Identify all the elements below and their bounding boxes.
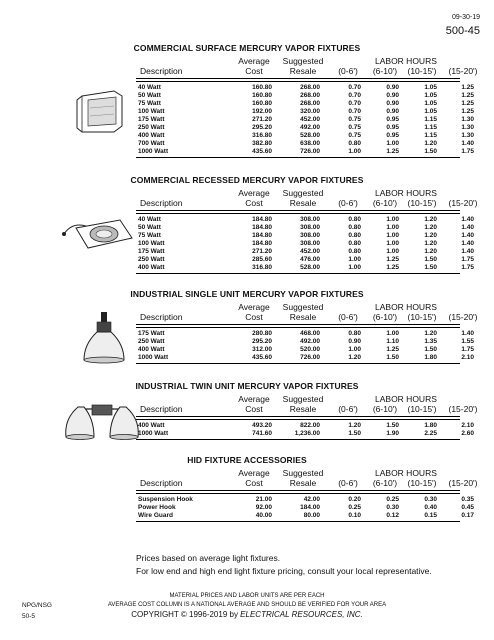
row-value: 1.00 <box>386 330 399 337</box>
row-value: 308.00 <box>300 232 320 239</box>
col-cost: Cost <box>245 312 263 322</box>
table-row <box>0 256 494 264</box>
row-description: 1000 Watt <box>138 148 169 155</box>
col-average: Average <box>238 56 270 66</box>
row-value: 1.00 <box>386 240 399 247</box>
section-title: INDUSTRIAL SINGLE UNIT MERCURY VAPOR FIXTURES <box>130 289 364 299</box>
row-value: 2.25 <box>424 430 437 437</box>
col-average: Average <box>238 302 270 312</box>
table-row <box>0 264 494 272</box>
col-average: Average <box>238 188 270 198</box>
row-value: 0.95 <box>386 132 399 139</box>
row-value: 476.00 <box>300 256 320 263</box>
row-value: 1.15 <box>424 132 437 139</box>
table-row <box>0 92 494 100</box>
row-value: 1.25 <box>386 264 399 271</box>
row-value: 1.05 <box>424 108 437 115</box>
row-value: 160.80 <box>252 100 272 107</box>
row-value: 1.40 <box>461 216 474 223</box>
row-value: 1.75 <box>461 346 474 353</box>
row-value: 1.40 <box>461 240 474 247</box>
row-value: 1.50 <box>348 430 361 437</box>
row-value: 2.10 <box>461 354 474 361</box>
table-row <box>0 84 494 92</box>
row-description: 40 Watt <box>138 216 161 223</box>
row-value: 1.20 <box>424 224 437 231</box>
row-value: 285.60 <box>252 256 272 263</box>
table-row <box>0 148 494 156</box>
row-value: 0.30 <box>424 496 437 503</box>
row-value: 184.80 <box>252 240 272 247</box>
row-value: 1.05 <box>424 100 437 107</box>
table-row <box>0 232 494 240</box>
row-value: 1.00 <box>348 148 361 155</box>
col-average: Average <box>238 394 270 404</box>
col-hours-1: (0-6') <box>338 198 358 208</box>
row-value: 2.10 <box>461 422 474 429</box>
row-value: 0.80 <box>348 248 361 255</box>
row-value: 1.40 <box>461 140 474 147</box>
col-resale: Resale <box>289 312 317 322</box>
table-row <box>0 108 494 116</box>
row-value: 0.30 <box>386 504 399 511</box>
col-description: Description <box>140 198 183 208</box>
header-rule <box>136 210 460 211</box>
row-value: 1.15 <box>424 116 437 123</box>
row-description: 75 Watt <box>138 100 161 107</box>
col-resale: Resale <box>289 478 317 488</box>
table-row <box>0 132 494 140</box>
row-value: 42.00 <box>303 496 320 503</box>
row-value: 638.00 <box>300 140 320 147</box>
row-value: 0.25 <box>386 496 399 503</box>
row-value: 493.20 <box>252 422 272 429</box>
row-value: 1.20 <box>424 330 437 337</box>
row-value: 0.45 <box>461 504 474 511</box>
table-row <box>0 100 494 108</box>
footer-rule <box>136 521 460 522</box>
row-value: 295.20 <box>252 338 272 345</box>
row-value: 92.00 <box>255 504 272 511</box>
row-value: 492.00 <box>300 124 320 131</box>
row-value: 1.50 <box>424 256 437 263</box>
col-labor-hours: LABOR HOURS <box>375 394 437 404</box>
col-hours-1: (0-6') <box>338 66 358 76</box>
row-value: 1.30 <box>461 124 474 131</box>
row-value: 312.00 <box>252 346 272 353</box>
section-title: COMMERCIAL RECESSED MERCURY VAPOR FIXTURES <box>130 175 364 185</box>
pricing-note-2: For low end and high end light fixture pricing, consult your local representative. <box>136 566 432 576</box>
row-value: 271.20 <box>252 248 272 255</box>
row-value: 268.00 <box>300 84 320 91</box>
row-description: 400 Watt <box>138 132 165 139</box>
row-value: 1.30 <box>461 132 474 139</box>
row-value: 160.80 <box>252 84 272 91</box>
row-value: 1.20 <box>424 240 437 247</box>
row-value: 0.95 <box>386 116 399 123</box>
row-value: 1.25 <box>461 92 474 99</box>
row-value: 528.00 <box>300 132 320 139</box>
table-row <box>0 248 494 256</box>
row-value: 726.00 <box>300 354 320 361</box>
row-value: 0.12 <box>386 512 399 519</box>
row-description: 400 Watt <box>138 422 165 429</box>
col-hours-3: (10-15') <box>407 312 437 322</box>
row-value: 308.00 <box>300 216 320 223</box>
table-row <box>0 354 494 362</box>
header-rule-2 <box>136 213 460 214</box>
row-value: 1.25 <box>461 100 474 107</box>
footer-rule <box>136 363 460 364</box>
row-value: 1.00 <box>348 264 361 271</box>
row-value: 1.00 <box>386 140 399 147</box>
col-hours-4: (15-20') <box>448 312 478 322</box>
row-value: 1.20 <box>348 422 361 429</box>
row-value: 1.25 <box>461 108 474 115</box>
row-value: 0.25 <box>348 504 361 511</box>
row-value: 0.20 <box>348 496 361 503</box>
row-value: 1.35 <box>424 338 437 345</box>
row-value: 0.70 <box>348 84 361 91</box>
row-value: 1.50 <box>424 148 437 155</box>
col-suggested: Suggested <box>282 56 324 66</box>
row-description: 50 Watt <box>138 92 161 99</box>
row-value: 308.00 <box>300 224 320 231</box>
row-value: 184.80 <box>252 224 272 231</box>
row-value: 2.60 <box>461 430 474 437</box>
col-hours-1: (0-6') <box>338 312 358 322</box>
col-labor-hours: LABOR HOURS <box>375 188 437 198</box>
row-value: 0.80 <box>348 224 361 231</box>
table-row <box>0 116 494 124</box>
row-value: 0.80 <box>348 140 361 147</box>
row-value: 492.00 <box>300 338 320 345</box>
row-value: 822.00 <box>300 422 320 429</box>
row-value: 1.25 <box>386 346 399 353</box>
row-description: 175 Watt <box>138 330 165 337</box>
col-suggested: Suggested <box>282 302 324 312</box>
row-description: 700 Watt <box>138 140 165 147</box>
row-value: 1.00 <box>386 216 399 223</box>
col-hours-2: (6-10') <box>372 66 398 76</box>
row-value: 1.00 <box>348 346 361 353</box>
col-cost: Cost <box>245 198 263 208</box>
footer-code: NPG/NSG <box>22 602 52 609</box>
table-row <box>0 240 494 248</box>
row-value: 271.20 <box>252 116 272 123</box>
row-value: 0.80 <box>348 216 361 223</box>
col-hours-1: (0-6') <box>338 478 358 488</box>
row-value: 316.80 <box>252 132 272 139</box>
row-value: 452.00 <box>300 116 320 123</box>
row-value: 0.90 <box>386 84 399 91</box>
col-resale: Resale <box>289 198 317 208</box>
row-value: 316.80 <box>252 264 272 271</box>
row-description: 250 Watt <box>138 256 165 263</box>
row-value: 741.60 <box>252 430 272 437</box>
col-hours-3: (10-15') <box>407 198 437 208</box>
row-value: 1.90 <box>386 430 399 437</box>
row-value: 0.75 <box>348 116 361 123</box>
row-description: 100 Watt <box>138 108 165 115</box>
col-description: Description <box>140 312 183 322</box>
row-value: 0.75 <box>348 132 361 139</box>
row-description: 250 Watt <box>138 124 165 131</box>
col-suggested: Suggested <box>282 394 324 404</box>
col-hours-4: (15-20') <box>448 66 478 76</box>
row-value: 0.75 <box>348 124 361 131</box>
col-hours-3: (10-15') <box>407 404 437 414</box>
copyright-text: COPYRIGHT © 1996-2019 by <box>131 610 241 619</box>
col-hours-2: (6-10') <box>372 312 398 322</box>
col-description: Description <box>140 66 183 76</box>
row-value: 184.80 <box>252 232 272 239</box>
row-value: 0.90 <box>386 100 399 107</box>
row-value: 1.40 <box>461 232 474 239</box>
col-hours-2: (6-10') <box>372 404 398 414</box>
row-value: 184.00 <box>300 504 320 511</box>
table-row <box>0 504 494 512</box>
footer-page: 50-5 <box>22 613 36 620</box>
row-value: 1.00 <box>386 248 399 255</box>
footer-rule <box>136 439 460 440</box>
footer-rule <box>136 273 460 274</box>
table-row <box>0 346 494 354</box>
table-row <box>0 330 494 338</box>
col-suggested: Suggested <box>282 188 324 198</box>
footer-line-1: MATERIAL PRICES AND LABOR UNITS ARE PER EACH <box>169 593 325 599</box>
footer-rule <box>136 157 460 158</box>
col-hours-2: (6-10') <box>372 478 398 488</box>
row-value: 1,236.00 <box>294 430 320 437</box>
row-value: 1.50 <box>424 346 437 353</box>
col-labor-hours: LABOR HOURS <box>375 468 437 478</box>
row-value: 308.00 <box>300 240 320 247</box>
row-value: 1.20 <box>424 248 437 255</box>
col-average: Average <box>238 468 270 478</box>
row-value: 1.40 <box>461 248 474 255</box>
section-title: HID FIXTURE ACCESSORIES <box>187 455 307 465</box>
row-value: 1.20 <box>348 354 361 361</box>
row-value: 40.00 <box>255 512 272 519</box>
table-row <box>0 496 494 504</box>
header-rule-2 <box>136 419 460 420</box>
col-hours-3: (10-15') <box>407 478 437 488</box>
row-value: 0.80 <box>348 240 361 247</box>
row-description: 400 Watt <box>138 346 165 353</box>
row-value: 1.40 <box>461 330 474 337</box>
publisher-name: ELECTRICAL RESOURCES, INC. <box>240 610 363 619</box>
col-cost: Cost <box>245 478 263 488</box>
row-description: 75 Watt <box>138 232 161 239</box>
row-value: 268.00 <box>300 92 320 99</box>
col-description: Description <box>140 404 183 414</box>
row-description: Wire Guard <box>138 512 173 519</box>
row-value: 382.80 <box>252 140 272 147</box>
row-description: 250 Watt <box>138 338 165 345</box>
row-value: 0.15 <box>424 512 437 519</box>
row-value: 1.00 <box>386 224 399 231</box>
copyright <box>0 610 494 619</box>
row-value: 435.60 <box>252 148 272 155</box>
row-value: 468.00 <box>300 330 320 337</box>
header-rule <box>136 324 460 325</box>
row-value: 0.40 <box>424 504 437 511</box>
section-1 <box>0 40 494 160</box>
header-rule <box>136 416 460 417</box>
row-description: 175 Watt <box>138 116 165 123</box>
table-row <box>0 512 494 520</box>
row-value: 0.80 <box>348 232 361 239</box>
row-value: 1.25 <box>386 256 399 263</box>
row-value: 1.75 <box>461 148 474 155</box>
page-date: 09-30-19 <box>451 14 480 21</box>
row-value: 1.55 <box>461 338 474 345</box>
row-value: 80.00 <box>303 512 320 519</box>
row-value: 1.50 <box>424 264 437 271</box>
col-resale: Resale <box>289 66 317 76</box>
table-row <box>0 140 494 148</box>
row-value: 1.05 <box>424 84 437 91</box>
row-value: 0.35 <box>461 496 474 503</box>
row-value: 0.70 <box>348 108 361 115</box>
col-resale: Resale <box>289 404 317 414</box>
row-value: 1.20 <box>424 140 437 147</box>
col-hours-2: (6-10') <box>372 198 398 208</box>
row-value: 160.80 <box>252 92 272 99</box>
row-value: 0.70 <box>348 92 361 99</box>
header-rule-2 <box>136 493 460 494</box>
footer-line-2: AVERAGE COST COLUMN IS A NATIONAL AVERAGE AND SHOULD BE VERIFIED FOR YOUR AREA <box>107 602 387 608</box>
row-value: 1.00 <box>386 232 399 239</box>
header-rule-2 <box>136 81 460 82</box>
row-value: 0.10 <box>348 512 361 519</box>
row-value: 1.20 <box>424 232 437 239</box>
row-description: 1000 Watt <box>138 430 169 437</box>
row-value: 452.00 <box>300 248 320 255</box>
row-value: 1.75 <box>461 264 474 271</box>
row-value: 0.17 <box>461 512 474 519</box>
col-hours-4: (15-20') <box>448 478 478 488</box>
col-hours-4: (15-20') <box>448 198 478 208</box>
row-value: 1.40 <box>461 224 474 231</box>
row-value: 0.80 <box>348 330 361 337</box>
col-hours-3: (10-15') <box>407 66 437 76</box>
row-value: 1.20 <box>424 216 437 223</box>
row-value: 0.90 <box>386 92 399 99</box>
col-hours-1: (0-6') <box>338 404 358 414</box>
table-row <box>0 430 494 438</box>
row-value: 1.75 <box>461 256 474 263</box>
row-description: 100 Watt <box>138 240 165 247</box>
col-labor-hours: LABOR HOURS <box>375 56 437 66</box>
col-cost: Cost <box>245 404 263 414</box>
col-labor-hours: LABOR HOURS <box>375 302 437 312</box>
row-description: 1000 Watt <box>138 354 169 361</box>
table-row <box>0 422 494 430</box>
table-row <box>0 338 494 346</box>
row-value: 1.10 <box>386 338 399 345</box>
header-rule <box>136 490 460 491</box>
section-title: COMMERCIAL SURFACE MERCURY VAPOR FIXTURES <box>133 43 361 53</box>
row-description: Power Hook <box>138 504 176 511</box>
row-value: 280.80 <box>252 330 272 337</box>
section-title: INDUSTRIAL TWIN UNIT MERCURY VAPOR FIXTURES <box>135 381 359 391</box>
row-description: 175 Watt <box>138 248 165 255</box>
row-value: 1.50 <box>386 422 399 429</box>
row-description: 40 Watt <box>138 84 161 91</box>
header-rule <box>136 78 460 79</box>
row-value: 528.00 <box>300 264 320 271</box>
row-value: 435.60 <box>252 354 272 361</box>
row-value: 1.25 <box>386 148 399 155</box>
section-2 <box>0 172 494 292</box>
row-value: 0.70 <box>348 100 361 107</box>
row-value: 0.95 <box>386 124 399 131</box>
row-value: 295.20 <box>252 124 272 131</box>
row-value: 1.15 <box>424 124 437 131</box>
col-description: Description <box>140 478 183 488</box>
row-description: Suspension Hook <box>138 496 193 503</box>
row-value: 21.00 <box>255 496 272 503</box>
row-value: 0.90 <box>348 338 361 345</box>
page-number: 500-45 <box>445 25 480 37</box>
row-value: 0.90 <box>386 108 399 115</box>
table-row <box>0 216 494 224</box>
row-value: 1.30 <box>461 116 474 123</box>
table-row <box>0 124 494 132</box>
pricing-note: Prices based on average light fixtures. <box>136 553 281 563</box>
row-value: 192.00 <box>252 108 272 115</box>
row-value: 1.80 <box>424 354 437 361</box>
header-rule-2 <box>136 327 460 328</box>
col-hours-4: (15-20') <box>448 404 478 414</box>
row-value: 1.50 <box>386 354 399 361</box>
row-description: 50 Watt <box>138 224 161 231</box>
row-value: 1.00 <box>348 256 361 263</box>
row-value: 1.80 <box>424 422 437 429</box>
row-value: 320.00 <box>300 108 320 115</box>
row-value: 1.05 <box>424 92 437 99</box>
row-value: 726.00 <box>300 148 320 155</box>
col-cost: Cost <box>245 66 263 76</box>
row-value: 1.25 <box>461 84 474 91</box>
row-value: 268.00 <box>300 100 320 107</box>
table-row <box>0 224 494 232</box>
row-value: 520.00 <box>300 346 320 353</box>
row-value: 184.80 <box>252 216 272 223</box>
row-description: 400 Watt <box>138 264 165 271</box>
col-suggested: Suggested <box>282 468 324 478</box>
